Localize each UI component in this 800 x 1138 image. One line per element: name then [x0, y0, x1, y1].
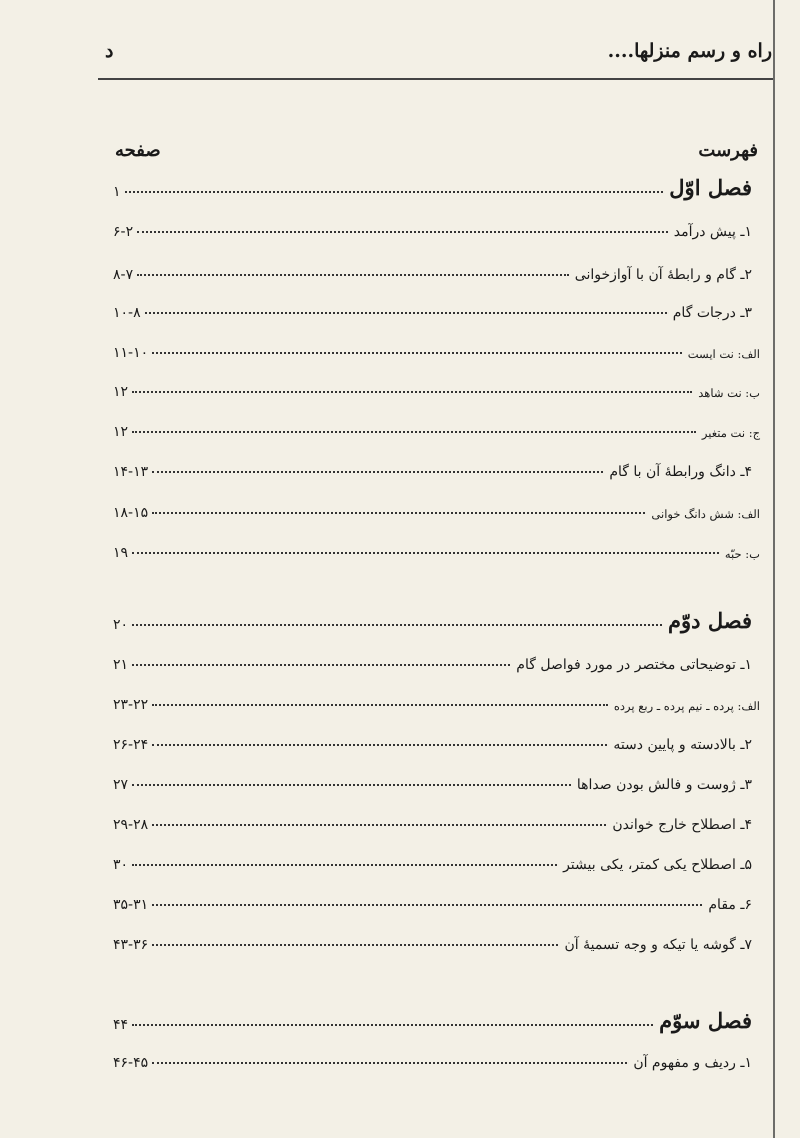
dot-leader [132, 431, 696, 433]
toc-entry-row [113, 212, 752, 240]
page-column-heading: صفحه [115, 140, 161, 161]
dot-leader [152, 352, 682, 354]
header-rule [98, 78, 773, 80]
entry-title: ۷ـ گوشه یا تیکه و وجه تسمیهٔ آن [564, 937, 752, 953]
dot-leader [137, 274, 569, 276]
toc-entry-row [113, 645, 752, 673]
dot-leader [132, 624, 662, 626]
entry-title: ۴ـ دانگ ورابطهٔ آن با گام [609, 464, 752, 480]
entry-title: ۱ـ توضیحاتی مختصر در مورد فواصل گام [516, 657, 752, 673]
dot-leader [132, 864, 557, 866]
toc-entry-row [113, 805, 752, 833]
page-number: ۱۲ [113, 424, 129, 440]
dot-leader [132, 784, 571, 786]
toc-subentry-row [113, 412, 760, 440]
toc-subentry-row [113, 333, 760, 361]
entry-title: ۲ـ بالادسته و پایین دسته [613, 737, 752, 753]
page-number: ۱۹ [113, 545, 129, 561]
page-number: ۶-۲ [113, 224, 134, 240]
dot-leader [152, 471, 603, 473]
page-number: ۲۳-۲۲ [113, 697, 149, 713]
dot-leader [145, 312, 667, 314]
toc-entry-row [113, 845, 752, 873]
toc-entry-row [113, 885, 752, 913]
toc-subentry-row [113, 372, 760, 400]
entry-title: ۲ـ گام و رابطهٔ آن با آوازخوانی [574, 267, 752, 283]
toc-subentry-row [113, 493, 760, 521]
entry-title: الف: پرده ـ نیم پرده ـ ربع پرده [613, 699, 760, 713]
dot-leader [132, 391, 692, 393]
entry-title: ۱ـ پیش درآمد [673, 224, 752, 240]
dot-leader [152, 704, 608, 706]
dot-leader [152, 944, 558, 946]
toc-chapter-row [113, 605, 752, 633]
page-number: ۱۱-۱۰ [113, 345, 149, 361]
page-number: ۲۷ [113, 777, 129, 793]
toc-entry-row [113, 255, 752, 283]
page-number: ۲۱ [113, 657, 129, 673]
entry-title: ۱ـ ردیف و مفهوم آن [633, 1055, 752, 1071]
page-number: ۱۰-۸ [113, 305, 141, 321]
entry-title: ۳ـ درجات گام [672, 305, 752, 321]
dot-leader [137, 231, 668, 233]
entry-title: الف: نت ایست [687, 347, 760, 361]
dot-leader [132, 1024, 653, 1026]
toc-entry-row [113, 293, 752, 321]
page-number: ۴۴ [113, 1017, 129, 1033]
dot-leader [132, 664, 510, 666]
page-number: ۳۵-۳۱ [113, 897, 149, 913]
entry-title: ب: حبّه [724, 547, 760, 561]
dot-leader [152, 904, 702, 906]
page-number: ۲۶-۲۴ [113, 737, 149, 753]
entry-title: ب: نت شاهد [698, 386, 760, 400]
entry-title: ۵ـ اصطلاح یکی کمتر، یکی بیشتر [563, 857, 752, 873]
page-number: ۲۰ [113, 617, 129, 633]
dot-leader [152, 512, 645, 514]
page-number: ۱۴-۱۳ [113, 464, 149, 480]
toc-entry-row [113, 765, 752, 793]
page-number-letter: د [105, 40, 114, 62]
toc-entry-row [113, 1043, 752, 1071]
page-number: ۱۲ [113, 384, 129, 400]
page-number: ۳۰ [113, 857, 129, 873]
entry-title: الف: شش دانگ خوانی [651, 507, 760, 521]
toc-entry-row [113, 925, 752, 953]
dot-leader [152, 824, 606, 826]
dot-leader [152, 744, 607, 746]
toc-chapter-row [113, 1005, 752, 1033]
entry-title: ج: نت متغیر [701, 426, 760, 440]
dot-leader [132, 552, 719, 554]
entry-title: ۴ـ اصطلاح خارج خواندن [612, 817, 752, 833]
entry-title: ۳ـ ژوست و فالش بودن صداها [576, 777, 752, 793]
page-number: ۸-۷ [113, 267, 134, 283]
page-number: ۴۶-۴۵ [113, 1055, 149, 1071]
page-number: ۴۳-۳۶ [113, 937, 149, 953]
page-binding-edge [773, 0, 775, 1138]
dot-leader [125, 191, 664, 193]
page-number: ۱۸-۱۵ [113, 505, 149, 521]
chapter-title: فصل سوّم [659, 1008, 752, 1033]
toc-entry-row [113, 725, 752, 753]
page-number: ۲۹-۲۸ [113, 817, 149, 833]
entry-title: ۶ـ مقام [708, 897, 752, 913]
chapter-title: فصل اوّل [669, 175, 752, 200]
toc-chapter-row [113, 172, 752, 200]
running-title: راه و رسم منزلها.... [607, 40, 772, 62]
toc-entry-row [113, 452, 752, 480]
toc-subentry-row [113, 533, 760, 561]
dot-leader [152, 1062, 627, 1064]
chapter-title: فصل دوّم [668, 608, 752, 633]
page-number: ۱ [113, 184, 121, 200]
toc-subentry-row [113, 685, 760, 713]
contents-heading: فهرست [698, 140, 758, 161]
